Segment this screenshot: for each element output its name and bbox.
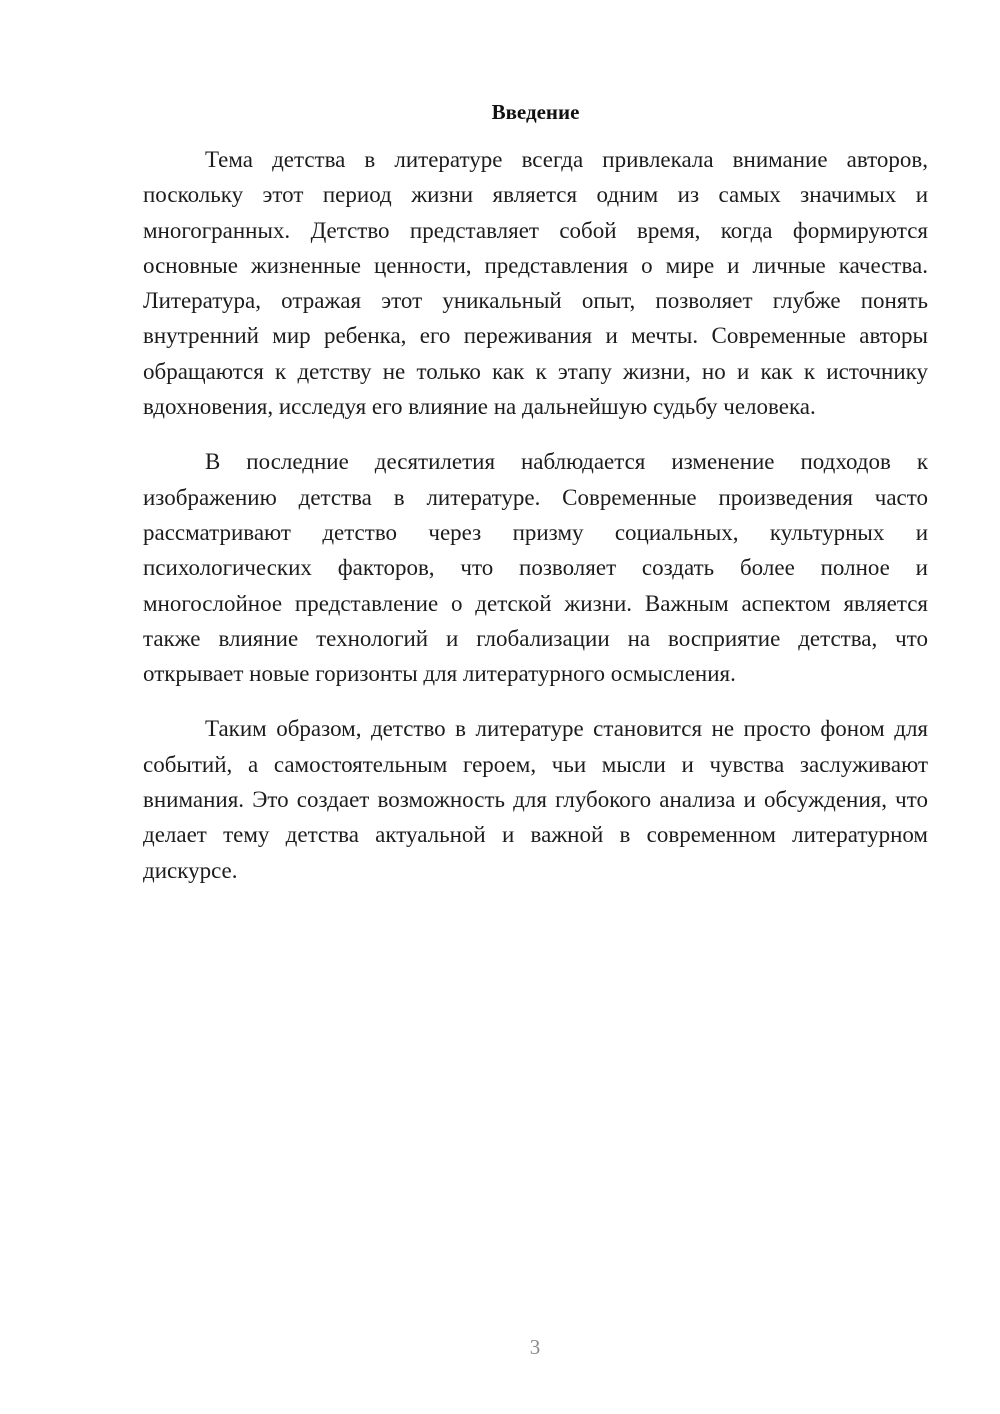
paragraph-3: Таким образом, детство в литературе становится не просто фоном для событий, а самостоятельным героем, чьи мысли и чувства заслуживают внимания. Это создает возможность для глубокого анализа и обсуждения, что делает тему детства актуальной и важной в современном литературном дискурсе. [143, 716, 928, 883]
section-heading: Введение [491, 100, 580, 124]
paragraph-2: В последние десятилетия наблюдается изменение подходов к изображению детства в литературе. Современные произведения часто рассматривают детство через призму социальных, культурных и психологических факторов, что позволяет создать более полное и многослойное представление о детской жизни. Важным аспектом является также влияние технологий и глобализации на восприятие детства, что открывает новые горизонты для литературного осмысления. [143, 449, 928, 687]
paragraph-1: Тема детства в литературе всегда привлекала внимание авторов, поскольку этот период жизни является одним из самых значимых и многогранных. Детство представляет собой время, когда формируются основные жизненные ценности, представления о мире и личные качества. Литература, отражая этот уникальный опыт, позволяет глубже понять внутренний мир ребенка, его переживания и мечты. Современные авторы обращаются к детству не только как к этапу жизни, но и как к источнику вдохновения, исследуя его влияние на дальнейшую судьбу человека. [143, 147, 928, 420]
page-number: 3 [529, 1335, 541, 1359]
body-text [143, 142, 928, 908]
